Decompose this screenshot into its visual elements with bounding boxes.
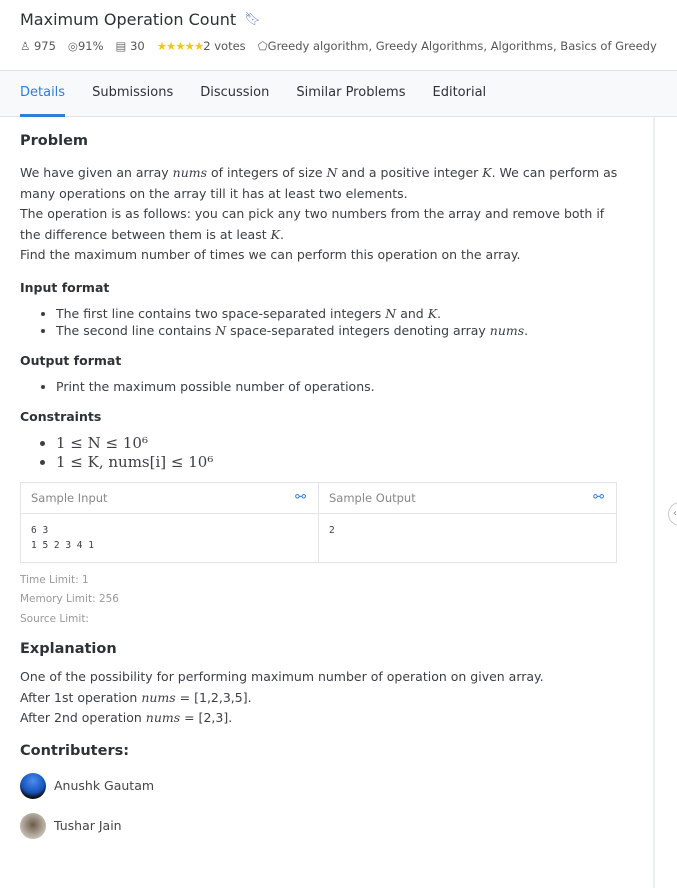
submissions-count: 30 <box>130 39 145 53</box>
constraint: • 1 ≤ K, nums[i] ≤ 10⁶ <box>56 453 620 472</box>
solvers-icon: ♙ <box>20 39 31 53</box>
tab-details[interactable]: Details <box>20 71 65 116</box>
tab-discussion[interactable]: Discussion <box>200 85 270 100</box>
output-format-list <box>40 378 620 395</box>
sample-input-header: Sample Input ⚯ <box>21 482 319 513</box>
output-format-heading: Output format <box>20 352 122 368</box>
contributor[interactable]: Tushar Jain <box>20 813 620 839</box>
sample-output-header: Sample Output ⚯ <box>319 482 617 513</box>
page-title <box>20 10 261 29</box>
sample-output: 2 <box>319 513 617 562</box>
submissions-icon: ▤ <box>115 39 127 53</box>
list-item: • Print the maximum possible number of operations. <box>56 378 620 395</box>
rating-stars[interactable]: ★★★★★ <box>156 39 204 53</box>
avatar <box>20 813 46 839</box>
panel-divider <box>653 117 655 888</box>
contributors-heading: Contributers: <box>20 742 130 759</box>
constraint: • 1 ≤ N ≤ 10⁶ <box>56 434 620 453</box>
tab-bar <box>0 70 677 117</box>
problem-heading: Problem <box>20 133 89 149</box>
tags[interactable]: Greedy algorithm, Greedy Algorithms, Algorithms, Basics of Greedy <box>267 39 657 53</box>
input-format-list <box>40 305 620 339</box>
title-text: Maximum Operation Count <box>20 10 237 29</box>
problem-meta <box>20 39 657 53</box>
time-limit: Time Limit: 1 <box>20 573 89 586</box>
constraints-list <box>40 434 620 472</box>
success-rate: 91% <box>77 39 104 53</box>
list-item: • The second line contains N space-separated integers denoting array nums. <box>56 322 620 339</box>
explanation-heading: Explanation <box>20 641 117 657</box>
source-limit: Source Limit: <box>20 612 89 625</box>
target-icon: ◎ <box>67 39 78 53</box>
memory-limit: Memory Limit: 256 <box>20 593 119 605</box>
constraints-heading: Constraints <box>20 408 102 424</box>
tag-icon: ⬠ <box>257 39 268 53</box>
contributor[interactable]: Anushk Gautam <box>20 773 620 799</box>
votes: 2 votes <box>203 39 246 53</box>
problem-statement: We have given an array nums of integers of size N and a positive integer K. We can perform as many operations on the array till it has at least two elements. The operation is as follows: you can pick any two numbers from the array and remove both if the difference between them is at least K. Find the maximum number of times we can perform this operation on the array. <box>20 165 618 262</box>
sample-table <box>20 482 617 563</box>
tab-similar-problems[interactable]: Similar Problems <box>296 85 406 100</box>
sample-input: 6 3 1 5 2 3 4 1 <box>21 513 319 562</box>
bookmark-icon[interactable]: 🔖︎ <box>244 12 261 27</box>
input-format-heading: Input format <box>20 279 110 295</box>
list-item: • The first line contains two space-separated integers N and K. <box>56 305 620 322</box>
collapse-panel-button[interactable]: ‹ <box>668 502 677 526</box>
explanation-text: One of the possibility for performing maximum number of operation on given array. After 1st operation nums = [1,2,3,5]. After 2nd operation nums = [2,3]. <box>20 669 544 725</box>
link-icon[interactable]: ⚯ <box>295 489 306 505</box>
tab-editorial[interactable]: Editorial <box>432 85 487 100</box>
link-icon[interactable]: ⚯ <box>593 489 604 505</box>
limits <box>20 571 620 630</box>
solvers-count: 975 <box>33 39 56 53</box>
avatar <box>20 773 46 799</box>
problem-content <box>20 133 620 839</box>
tab-submissions[interactable]: Submissions <box>92 85 174 100</box>
